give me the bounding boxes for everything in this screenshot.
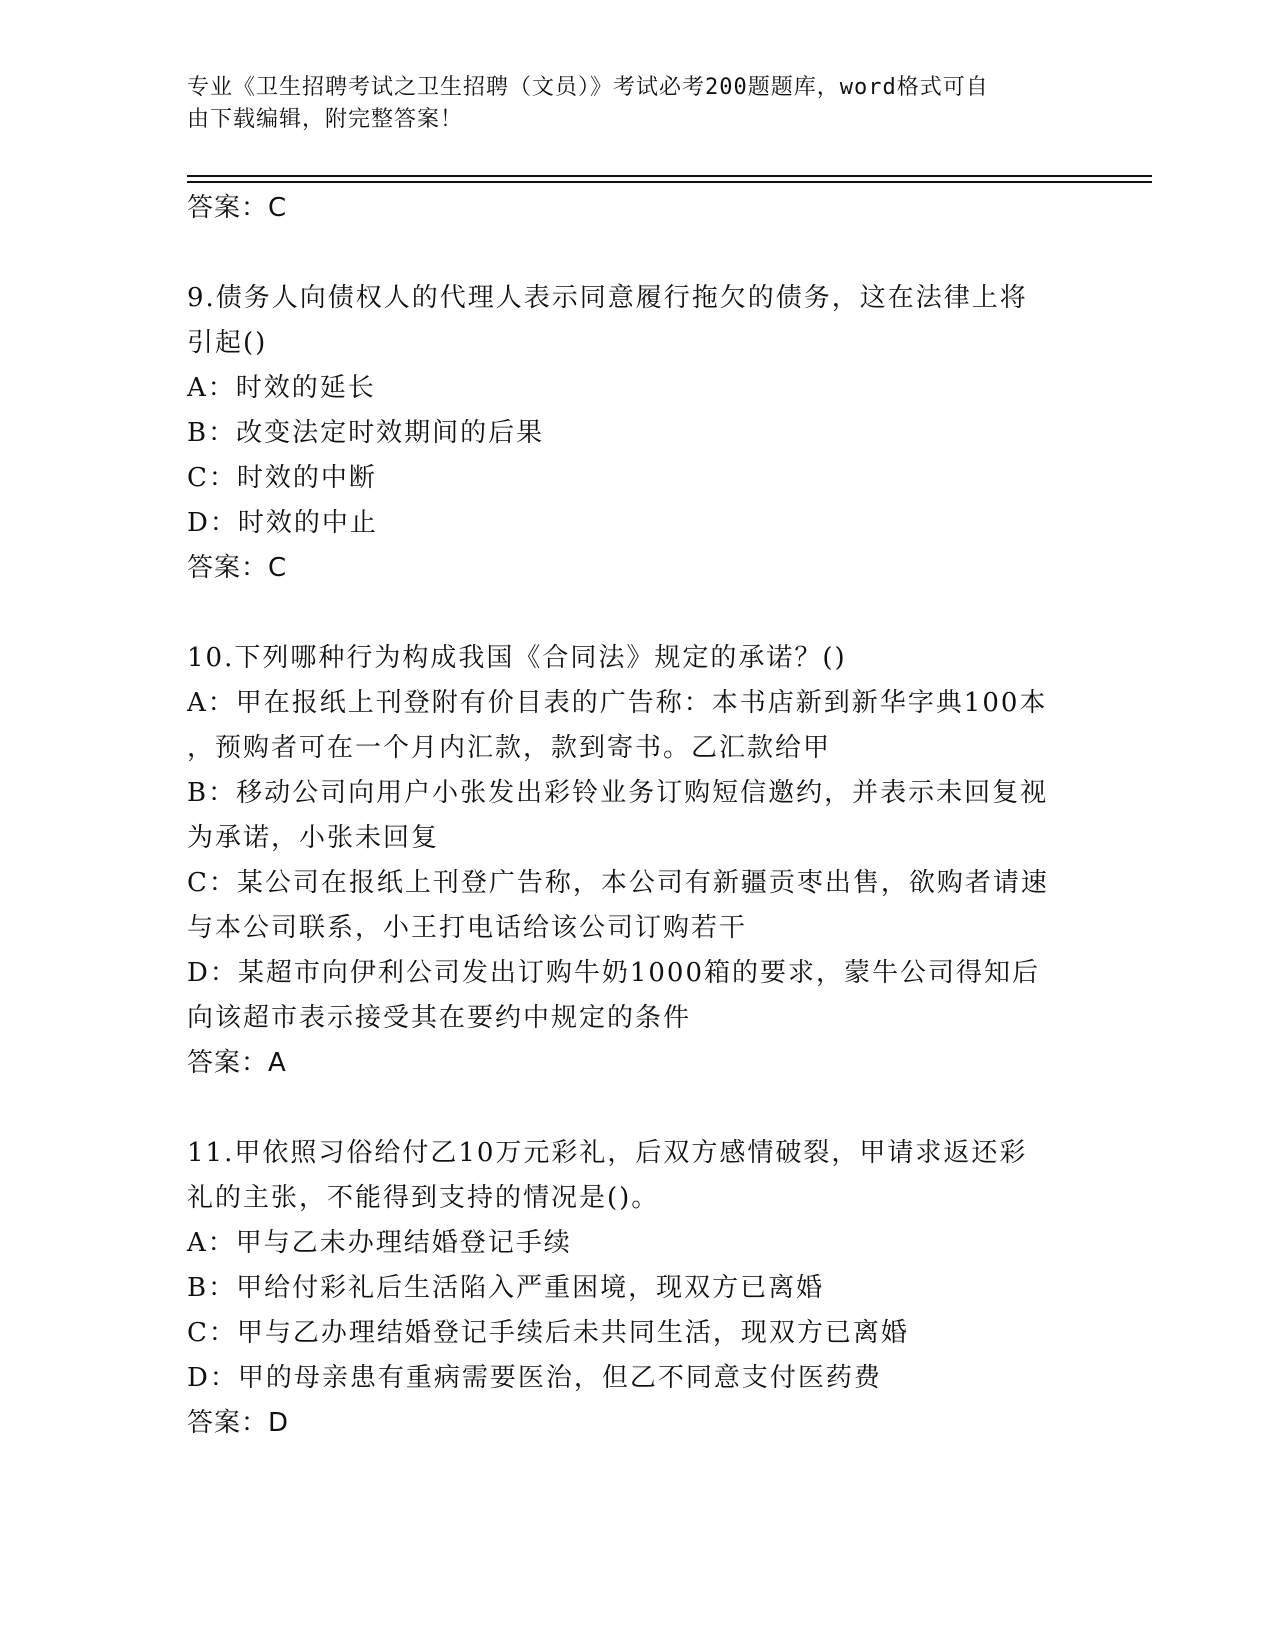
question-stem-cont: 引起() [187, 328, 268, 358]
option-b-cont: 为承诺，小张未回复 [187, 823, 440, 853]
question-stem: 11.甲依照习俗给付乙10万元彩礼，后双方感情破裂，甲请求返还彩 [187, 1138, 1028, 1168]
option-c: C：某公司在报纸上刊登广告称，本公司有新疆贡枣出售，欲购者请速 [187, 868, 1049, 898]
option-a: A：甲在报纸上刊登附有价目表的广告称：本书店新到新华字典100本 [187, 688, 1048, 718]
option-b: B：甲给付彩礼后生活陷入严重困境，现双方已离婚 [187, 1273, 825, 1303]
option-b: B：改变法定时效期间的后果 [187, 418, 545, 448]
option-a: A：甲与乙未办理结婚登记手续 [187, 1228, 572, 1258]
option-d: D：某超市向伊利公司发出订购牛奶1000箱的要求，蒙牛公司得知后 [187, 958, 1041, 988]
question-stem-cont: 礼的主张，不能得到支持的情况是()。 [187, 1183, 660, 1213]
header-line-2: 由下载编辑，附完整答案！ [187, 107, 464, 132]
option-d: D：甲的母亲患有重病需要医治，但乙不同意支付医药费 [187, 1363, 882, 1393]
option-b: B：移动公司向用户小张发出彩铃业务订购短信邀约，并表示未回复视 [187, 778, 1049, 808]
answer: 答案：D [187, 1408, 290, 1438]
option-a-cont: ，预购者可在一个月内汇款，款到寄书。乙汇款给甲 [187, 733, 832, 763]
option-c: C：甲与乙办理结婚登记手续后未共同生活，现双方已离婚 [187, 1318, 909, 1348]
question-stem: 10.下列哪种行为构成我国《合同法》规定的承诺？() [187, 643, 847, 673]
header-line-1: 专业《卫生招聘考试之卫生招聘（文员）》考试必考200题题库，word格式可自 [187, 75, 989, 100]
header-divider-top [187, 175, 1152, 177]
answer: 答案：A [187, 1048, 287, 1078]
question-list [187, 186, 1077, 1446]
option-a: A：时效的延长 [187, 373, 376, 403]
option-c-cont: 与本公司联系，小王打电话给该公司订购若干 [187, 913, 748, 943]
answer-previous: 答案：C [187, 193, 288, 223]
document-header [187, 72, 1067, 136]
question-9 [187, 276, 1077, 591]
option-d: D：时效的中止 [187, 508, 378, 538]
answer: 答案：C [187, 553, 288, 583]
question-10 [187, 636, 1077, 1086]
header-divider-bottom [187, 181, 1152, 183]
question-11 [187, 1131, 1077, 1446]
option-c: C：时效的中断 [187, 463, 377, 493]
question-stem: 9.债务人向债权人的代理人表示同意履行拖欠的债务，这在法律上将 [187, 283, 1028, 313]
option-d-cont: 向该超市表示接受其在要约中规定的条件 [187, 1003, 692, 1033]
